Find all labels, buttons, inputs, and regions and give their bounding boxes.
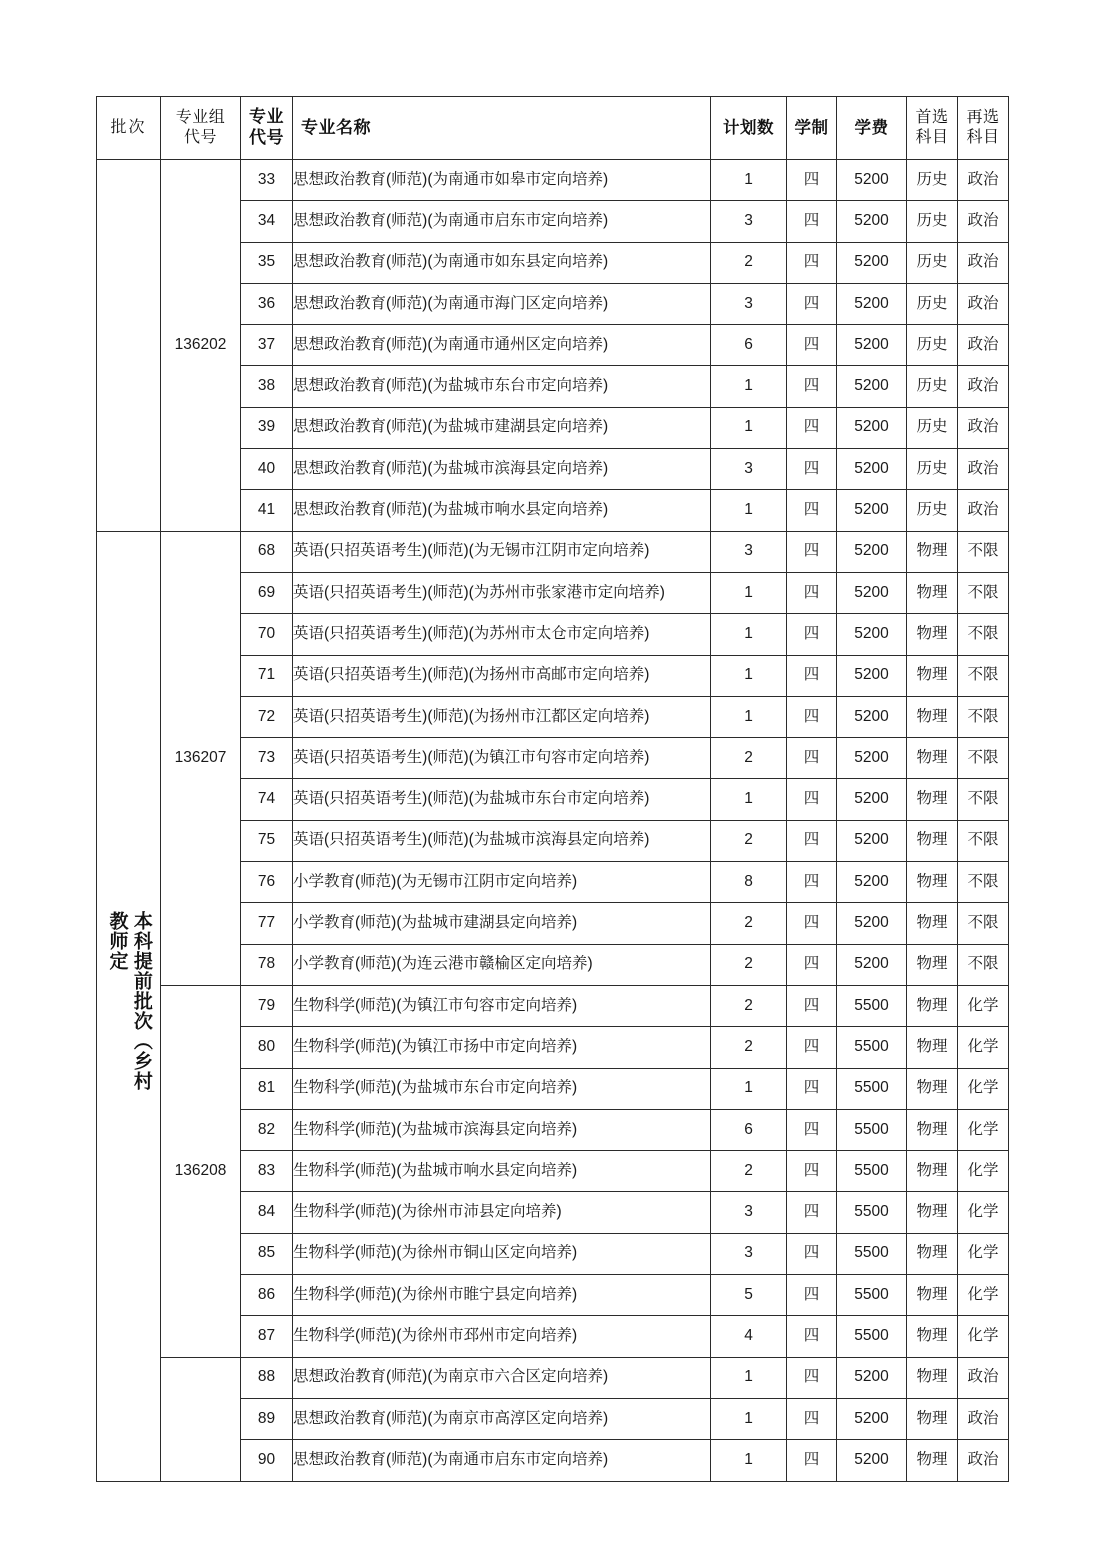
first-subject-cell: 历史 — [907, 242, 958, 283]
plan-count-cell: 2 — [711, 820, 787, 861]
duration-cell: 四 — [787, 820, 837, 861]
major-name-cell: 思想政治教育(师范)(为南通市通州区定向培养) — [293, 325, 711, 366]
major-code-cell: 79 — [241, 985, 293, 1026]
first-subject-cell: 物理 — [907, 614, 958, 655]
first-subject-cell: 物理 — [907, 820, 958, 861]
first-subject-cell: 物理 — [907, 862, 958, 903]
major-code-cell: 90 — [241, 1440, 293, 1481]
first-subject-cell: 历史 — [907, 283, 958, 324]
major-code-cell: 35 — [241, 242, 293, 283]
duration-cell: 四 — [787, 160, 837, 201]
first-subject-cell: 物理 — [907, 779, 958, 820]
column-header-second-subject-line2: 科目 — [966, 129, 1000, 146]
plan-count-cell: 1 — [711, 490, 787, 531]
duration-cell: 四 — [787, 696, 837, 737]
column-header-plan-count: 计划数 — [711, 97, 787, 160]
major-code-cell: 74 — [241, 779, 293, 820]
plan-count-cell: 2 — [711, 1027, 787, 1068]
tuition-cell: 5200 — [837, 160, 907, 201]
major-code-cell: 37 — [241, 325, 293, 366]
duration-cell: 四 — [787, 242, 837, 283]
major-name-cell: 小学教育(师范)(为连云港市赣榆区定向培养) — [293, 944, 711, 985]
major-name-cell: 思想政治教育(师范)(为盐城市东台市定向培养) — [293, 366, 711, 407]
duration-cell: 四 — [787, 1275, 837, 1316]
duration-cell: 四 — [787, 903, 837, 944]
column-header-second-subject — [958, 97, 1009, 160]
second-subject-cell: 不限 — [958, 696, 1009, 737]
header-row — [97, 97, 1009, 160]
major-name-cell: 生物科学(师范)(为徐州市睢宁县定向培养) — [293, 1275, 711, 1316]
plan-count-cell: 2 — [711, 738, 787, 779]
plan-count-cell: 1 — [711, 572, 787, 613]
major-name-cell: 思想政治教育(师范)(为南通市海门区定向培养) — [293, 283, 711, 324]
major-code-cell: 39 — [241, 407, 293, 448]
plan-count-cell: 1 — [711, 366, 787, 407]
first-subject-cell: 历史 — [907, 201, 958, 242]
enrollment-plan-table — [96, 96, 1009, 1482]
plan-count-cell: 6 — [711, 325, 787, 366]
enrollment-plan-table-wrapper — [96, 96, 1008, 1482]
plan-count-cell: 3 — [711, 201, 787, 242]
plan-count-cell: 3 — [711, 531, 787, 572]
duration-cell: 四 — [787, 1233, 837, 1274]
tuition-cell: 5200 — [837, 407, 907, 448]
duration-cell: 四 — [787, 985, 837, 1026]
plan-count-cell: 2 — [711, 1151, 787, 1192]
tuition-cell: 5200 — [837, 490, 907, 531]
major-code-cell: 80 — [241, 1027, 293, 1068]
first-subject-cell: 物理 — [907, 1398, 958, 1439]
plan-count-cell: 8 — [711, 862, 787, 903]
major-name-cell: 思想政治教育(师范)(为南通市如皋市定向培养) — [293, 160, 711, 201]
duration-cell: 四 — [787, 201, 837, 242]
plan-count-cell: 1 — [711, 696, 787, 737]
duration-cell: 四 — [787, 1357, 837, 1398]
major-code-cell: 72 — [241, 696, 293, 737]
major-code-cell: 68 — [241, 531, 293, 572]
plan-count-cell: 3 — [711, 1233, 787, 1274]
tuition-cell: 5200 — [837, 572, 907, 613]
table-row — [97, 985, 1009, 1026]
major-name-cell: 生物科学(师范)(为盐城市滨海县定向培养) — [293, 1109, 711, 1150]
second-subject-cell: 政治 — [958, 242, 1009, 283]
second-subject-cell: 不限 — [958, 862, 1009, 903]
second-subject-cell: 政治 — [958, 449, 1009, 490]
plan-count-cell: 4 — [711, 1316, 787, 1357]
duration-cell: 四 — [787, 1068, 837, 1109]
major-code-cell: 77 — [241, 903, 293, 944]
major-name-cell: 思想政治教育(师范)(为南通市启东市定向培养) — [293, 1440, 711, 1481]
first-subject-cell: 物理 — [907, 1440, 958, 1481]
first-subject-cell: 物理 — [907, 1275, 958, 1316]
second-subject-cell: 政治 — [958, 283, 1009, 324]
second-subject-cell: 政治 — [958, 1440, 1009, 1481]
major-name-cell: 小学教育(师范)(为无锡市江阴市定向培养) — [293, 862, 711, 903]
first-subject-cell: 历史 — [907, 325, 958, 366]
tuition-cell: 5500 — [837, 1192, 907, 1233]
table-body — [97, 160, 1009, 1482]
major-code-cell: 40 — [241, 449, 293, 490]
duration-cell: 四 — [787, 1027, 837, 1068]
second-subject-cell: 政治 — [958, 1398, 1009, 1439]
plan-count-cell: 1 — [711, 655, 787, 696]
major-name-cell: 生物科学(师范)(为徐州市邳州市定向培养) — [293, 1316, 711, 1357]
plan-count-cell: 2 — [711, 985, 787, 1026]
first-subject-cell: 历史 — [907, 366, 958, 407]
plan-count-cell: 3 — [711, 449, 787, 490]
duration-cell: 四 — [787, 738, 837, 779]
major-code-cell: 85 — [241, 1233, 293, 1274]
major-code-cell: 33 — [241, 160, 293, 201]
plan-count-cell: 1 — [711, 407, 787, 448]
plan-count-cell: 2 — [711, 903, 787, 944]
batch-label-vertical: 本科提前批次（乡村教师定 — [106, 911, 152, 1092]
major-code-cell: 73 — [241, 738, 293, 779]
major-code-cell: 87 — [241, 1316, 293, 1357]
second-subject-cell: 不限 — [958, 614, 1009, 655]
tuition-cell: 5200 — [837, 531, 907, 572]
duration-cell: 四 — [787, 407, 837, 448]
duration-cell: 四 — [787, 572, 837, 613]
duration-cell: 四 — [787, 944, 837, 985]
column-header-major-name: 专业名称 — [293, 97, 711, 160]
duration-cell: 四 — [787, 531, 837, 572]
second-subject-cell: 不限 — [958, 738, 1009, 779]
duration-cell: 四 — [787, 449, 837, 490]
tuition-cell: 5500 — [837, 1233, 907, 1274]
column-header-duration: 学制 — [787, 97, 837, 160]
duration-cell: 四 — [787, 1192, 837, 1233]
group-code-cell: 136208 — [161, 985, 241, 1357]
column-header-tuition: 学费 — [837, 97, 907, 160]
major-name-cell: 思想政治教育(师范)(为南京市高淳区定向培养) — [293, 1398, 711, 1439]
second-subject-cell: 化学 — [958, 1151, 1009, 1192]
major-code-cell: 70 — [241, 614, 293, 655]
tuition-cell: 5200 — [837, 201, 907, 242]
duration-cell: 四 — [787, 779, 837, 820]
tuition-cell: 5200 — [837, 738, 907, 779]
tuition-cell: 5500 — [837, 1068, 907, 1109]
second-subject-cell: 化学 — [958, 1275, 1009, 1316]
first-subject-cell: 历史 — [907, 160, 958, 201]
table-row — [97, 160, 1009, 201]
column-header-major-code — [241, 97, 293, 160]
first-subject-cell: 物理 — [907, 531, 958, 572]
major-name-cell: 英语(只招英语考生)(师范)(为扬州市江都区定向培养) — [293, 696, 711, 737]
major-code-cell: 76 — [241, 862, 293, 903]
major-code-cell: 81 — [241, 1068, 293, 1109]
tuition-cell: 5500 — [837, 1151, 907, 1192]
second-subject-cell: 不限 — [958, 655, 1009, 696]
batch-cell-top — [97, 160, 161, 532]
second-subject-cell: 政治 — [958, 160, 1009, 201]
tuition-cell: 5200 — [837, 283, 907, 324]
second-subject-cell: 政治 — [958, 1357, 1009, 1398]
major-name-cell: 英语(只招英语考生)(师范)(为苏州市张家港市定向培养) — [293, 572, 711, 613]
major-code-cell: 89 — [241, 1398, 293, 1439]
table-row — [97, 1357, 1009, 1398]
second-subject-cell: 不限 — [958, 944, 1009, 985]
tuition-cell: 5200 — [837, 242, 907, 283]
major-code-cell: 83 — [241, 1151, 293, 1192]
major-code-cell: 71 — [241, 655, 293, 696]
tuition-cell: 5500 — [837, 1109, 907, 1150]
plan-count-cell: 1 — [711, 779, 787, 820]
first-subject-cell: 历史 — [907, 449, 958, 490]
first-subject-cell: 物理 — [907, 985, 958, 1026]
tuition-cell: 5200 — [837, 449, 907, 490]
first-subject-cell: 物理 — [907, 1151, 958, 1192]
major-name-cell: 生物科学(师范)(为徐州市铜山区定向培养) — [293, 1233, 711, 1274]
table-row — [97, 531, 1009, 572]
plan-count-cell: 1 — [711, 614, 787, 655]
tuition-cell: 5200 — [837, 1357, 907, 1398]
plan-count-cell: 1 — [711, 160, 787, 201]
major-name-cell: 英语(只招英语考生)(师范)(为苏州市太仓市定向培养) — [293, 614, 711, 655]
tuition-cell: 5200 — [837, 1440, 907, 1481]
column-header-second-subject-line1: 再选 — [966, 109, 1000, 127]
major-name-cell: 小学教育(师范)(为盐城市建湖县定向培养) — [293, 903, 711, 944]
second-subject-cell: 化学 — [958, 985, 1009, 1026]
major-name-cell: 生物科学(师范)(为镇江市句容市定向培养) — [293, 985, 711, 1026]
major-code-cell: 75 — [241, 820, 293, 861]
plan-count-cell: 6 — [711, 1109, 787, 1150]
second-subject-cell: 不限 — [958, 572, 1009, 613]
tuition-cell: 5500 — [837, 1316, 907, 1357]
tuition-cell: 5200 — [837, 862, 907, 903]
major-name-cell: 英语(只招英语考生)(师范)(为镇江市句容市定向培养) — [293, 738, 711, 779]
major-name-cell: 英语(只招英语考生)(师范)(为盐城市东台市定向培养) — [293, 779, 711, 820]
second-subject-cell: 化学 — [958, 1192, 1009, 1233]
major-name-cell: 英语(只招英语考生)(师范)(为盐城市滨海县定向培养) — [293, 820, 711, 861]
first-subject-cell: 物理 — [907, 1316, 958, 1357]
first-subject-cell: 物理 — [907, 1068, 958, 1109]
first-subject-cell: 物理 — [907, 1233, 958, 1274]
second-subject-cell: 政治 — [958, 366, 1009, 407]
column-header-first-subject-line2: 科目 — [915, 129, 949, 146]
column-header-major-code-line2: 代号 — [249, 128, 284, 147]
tuition-cell: 5500 — [837, 985, 907, 1026]
table-header — [97, 97, 1009, 160]
plan-count-cell: 1 — [711, 1068, 787, 1109]
column-header-group-code-line2: 代号 — [183, 129, 217, 146]
major-name-cell: 思想政治教育(师范)(为盐城市建湖县定向培养) — [293, 407, 711, 448]
major-code-cell: 78 — [241, 944, 293, 985]
first-subject-cell: 物理 — [907, 944, 958, 985]
first-subject-cell: 历史 — [907, 407, 958, 448]
first-subject-cell: 历史 — [907, 490, 958, 531]
first-subject-cell: 物理 — [907, 1192, 958, 1233]
column-header-group-code-line1: 专业组 — [175, 109, 226, 127]
tuition-cell: 5500 — [837, 1027, 907, 1068]
duration-cell: 四 — [787, 1316, 837, 1357]
first-subject-cell: 物理 — [907, 1109, 958, 1150]
duration-cell: 四 — [787, 283, 837, 324]
tuition-cell: 5200 — [837, 696, 907, 737]
second-subject-cell: 化学 — [958, 1316, 1009, 1357]
tuition-cell: 5200 — [837, 1398, 907, 1439]
major-name-cell: 生物科学(师范)(为徐州市沛县定向培养) — [293, 1192, 711, 1233]
duration-cell: 四 — [787, 325, 837, 366]
major-name-cell: 思想政治教育(师范)(为南京市六合区定向培养) — [293, 1357, 711, 1398]
major-code-cell: 34 — [241, 201, 293, 242]
major-code-cell: 38 — [241, 366, 293, 407]
plan-count-cell: 2 — [711, 944, 787, 985]
major-name-cell: 思想政治教育(师范)(为盐城市滨海县定向培养) — [293, 449, 711, 490]
major-name-cell: 思想政治教育(师范)(为盐城市响水县定向培养) — [293, 490, 711, 531]
first-subject-cell: 物理 — [907, 1027, 958, 1068]
major-name-cell: 思想政治教育(师范)(为南通市如东县定向培养) — [293, 242, 711, 283]
duration-cell: 四 — [787, 1398, 837, 1439]
major-code-cell: 86 — [241, 1275, 293, 1316]
plan-count-cell: 2 — [711, 242, 787, 283]
second-subject-cell: 化学 — [958, 1109, 1009, 1150]
plan-count-cell: 1 — [711, 1357, 787, 1398]
duration-cell: 四 — [787, 1109, 837, 1150]
major-code-cell: 41 — [241, 490, 293, 531]
first-subject-cell: 物理 — [907, 696, 958, 737]
plan-count-cell: 1 — [711, 1440, 787, 1481]
plan-count-cell: 5 — [711, 1275, 787, 1316]
tuition-cell: 5200 — [837, 820, 907, 861]
column-header-group-code — [161, 97, 241, 160]
major-code-cell: 36 — [241, 283, 293, 324]
first-subject-cell: 物理 — [907, 1357, 958, 1398]
tuition-cell: 5200 — [837, 325, 907, 366]
column-header-batch: 批次 — [97, 97, 161, 160]
second-subject-cell: 化学 — [958, 1233, 1009, 1274]
second-subject-cell: 政治 — [958, 407, 1009, 448]
duration-cell: 四 — [787, 1440, 837, 1481]
plan-count-cell: 3 — [711, 283, 787, 324]
major-code-cell: 84 — [241, 1192, 293, 1233]
plan-count-cell: 3 — [711, 1192, 787, 1233]
major-name-cell: 生物科学(师范)(为盐城市东台市定向培养) — [293, 1068, 711, 1109]
major-code-cell: 82 — [241, 1109, 293, 1150]
first-subject-cell: 物理 — [907, 903, 958, 944]
group-code-cell: 136202 — [161, 160, 241, 532]
major-name-cell: 思想政治教育(师范)(为南通市启东市定向培养) — [293, 201, 711, 242]
duration-cell: 四 — [787, 614, 837, 655]
first-subject-cell: 物理 — [907, 655, 958, 696]
second-subject-cell: 政治 — [958, 490, 1009, 531]
column-header-major-code-line1: 专业 — [249, 107, 284, 127]
first-subject-cell: 物理 — [907, 572, 958, 613]
major-name-cell: 生物科学(师范)(为盐城市响水县定向培养) — [293, 1151, 711, 1192]
major-name-cell: 英语(只招英语考生)(师范)(为无锡市江阴市定向培养) — [293, 531, 711, 572]
major-name-cell: 生物科学(师范)(为镇江市扬中市定向培养) — [293, 1027, 711, 1068]
column-header-first-subject — [907, 97, 958, 160]
duration-cell: 四 — [787, 862, 837, 903]
duration-cell: 四 — [787, 366, 837, 407]
second-subject-cell: 不限 — [958, 531, 1009, 572]
major-code-cell: 69 — [241, 572, 293, 613]
batch-cell — [97, 531, 161, 1481]
tuition-cell: 5200 — [837, 366, 907, 407]
duration-cell: 四 — [787, 490, 837, 531]
second-subject-cell: 政治 — [958, 325, 1009, 366]
major-name-cell: 英语(只招英语考生)(师范)(为扬州市高邮市定向培养) — [293, 655, 711, 696]
group-code-cell — [161, 1357, 241, 1481]
tuition-cell: 5200 — [837, 903, 907, 944]
plan-count-cell: 1 — [711, 1398, 787, 1439]
second-subject-cell: 政治 — [958, 201, 1009, 242]
second-subject-cell: 不限 — [958, 903, 1009, 944]
major-code-cell: 88 — [241, 1357, 293, 1398]
second-subject-cell: 不限 — [958, 820, 1009, 861]
second-subject-cell: 化学 — [958, 1027, 1009, 1068]
duration-cell: 四 — [787, 1151, 837, 1192]
tuition-cell: 5200 — [837, 944, 907, 985]
tuition-cell: 5200 — [837, 655, 907, 696]
duration-cell: 四 — [787, 655, 837, 696]
tuition-cell: 5200 — [837, 779, 907, 820]
tuition-cell: 5200 — [837, 614, 907, 655]
second-subject-cell: 化学 — [958, 1068, 1009, 1109]
second-subject-cell: 不限 — [958, 779, 1009, 820]
column-header-first-subject-line1: 首选 — [915, 109, 949, 127]
tuition-cell: 5500 — [837, 1275, 907, 1316]
group-code-cell: 136207 — [161, 531, 241, 985]
first-subject-cell: 物理 — [907, 738, 958, 779]
